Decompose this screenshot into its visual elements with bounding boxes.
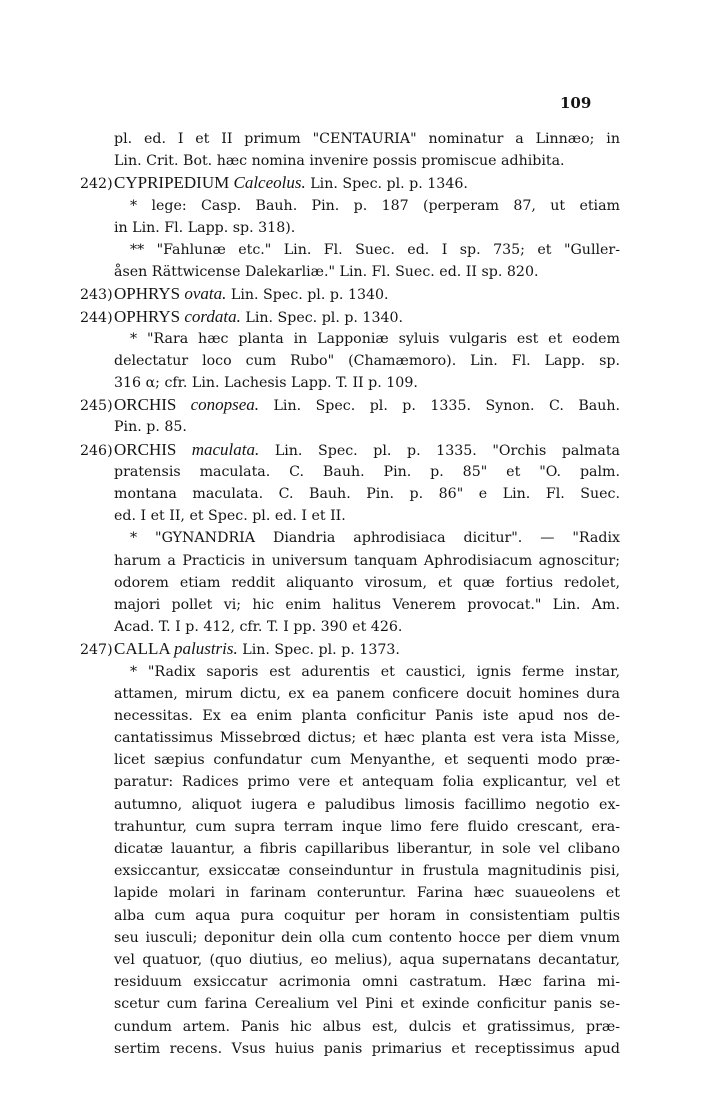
line-text: residuum exsiccatur acrimonia omni castratum. Hæc farina mi- <box>114 974 620 991</box>
text-line <box>114 372 620 394</box>
entry-heading-line <box>80 638 620 660</box>
line-text: harum a Practicis in universum tanquam Aphrodisiacum agnoscitur; <box>114 552 620 569</box>
line-text: * "Rara hæc planta in Lapponiæ syluis vulgaris est et eodem <box>130 330 620 347</box>
line-text: ** "Fahlunæ etc." Lin. Fl. Suec. ed. I sp. 735; et "Guller- <box>130 241 620 258</box>
text-line <box>114 416 620 438</box>
line-text: cundum artem. Panis hic albus est, dulcis et gratissimus, præ- <box>114 1018 620 1035</box>
species-name: conopsea. <box>190 395 260 415</box>
text-line <box>114 1016 620 1038</box>
entry-heading-line <box>80 172 620 194</box>
line-text: sertim recens. Vsus huius panis primarius et receptissimus apud <box>114 1040 620 1057</box>
text-line <box>114 705 620 727</box>
text-line <box>114 461 620 483</box>
text-line <box>114 860 620 882</box>
entry-number: 246) <box>80 442 113 459</box>
text-line <box>114 927 620 949</box>
genus-name: OPHRYS <box>114 284 185 304</box>
line-text: cantatissimus Missebrœd dictus; et hæc planta est vera ista Misse, <box>114 730 620 747</box>
text-line <box>114 505 620 527</box>
line-text: alba cum aqua pura coquitur per horam in consistentiam pultis <box>114 907 620 924</box>
line-text: majori pollet vi; hic enim halitus Venerem provocat." Lin. Am. <box>114 596 620 613</box>
line-text: necessitas. Ex ea enim planta conficitur Panis iste apud nos de- <box>114 707 620 724</box>
line-text: åsen Rättwicense Dalekarliæ." Lin. Fl. Suec. ed. II sp. 820. <box>114 264 539 281</box>
genus-name: CYPRIPEDIUM <box>114 173 234 193</box>
entry-heading-line <box>80 394 620 416</box>
citation: Lin. Spec. pl. p. 1335. Synon. C. Bauh. <box>259 398 620 415</box>
genus-name: OPHRYS <box>114 306 185 326</box>
entry-number: 247) <box>80 642 113 659</box>
line-text: lapide molari in farinam conteruntur. Farina hæc suaueolens et <box>114 885 620 902</box>
body-text <box>80 128 620 1060</box>
text-line <box>130 527 620 549</box>
citation: Lin. Spec. pl. p. 1335. "Orchis palmata <box>259 442 620 459</box>
line-text: trahuntur, cum supra terram inque limo fere fluido crescant, era- <box>114 818 620 835</box>
species-name: ovata. <box>184 284 227 304</box>
line-text: 316 α; cfr. Lin. Lachesis Lapp. T. II p. 109. <box>114 375 418 392</box>
text-line <box>130 328 620 350</box>
line-text: Pin. p. 85. <box>114 419 187 436</box>
entry-heading-line <box>80 439 620 461</box>
genus-name: CALLA <box>114 639 174 659</box>
text-line <box>114 550 620 572</box>
line-text: paratur: Radices primo vere et antequam folia explicantur, vel et <box>114 774 620 791</box>
line-text: * "GYNANDRIA Diandria aphrodisiaca dicitur". — "Radix <box>130 530 620 547</box>
text-line <box>114 949 620 971</box>
text-line <box>130 195 620 217</box>
citation: Lin. Spec. pl. p. 1373. <box>237 642 400 659</box>
line-text: dicatæ lauantur, a fibris capillaribus liberantur, in sole vel clibano <box>114 841 620 857</box>
text-line <box>114 150 620 172</box>
text-line <box>114 128 620 150</box>
line-text: attamen, mirum dictu, ex ea panem conficere docuit homines dura <box>114 685 620 702</box>
text-line <box>114 217 620 239</box>
entry-number: 245) <box>80 398 113 415</box>
line-text: odorem etiam reddit aliquanto virosum, et quæ fortius redolet, <box>114 574 620 591</box>
line-text: autumno, aliquot iugera e paludibus limosis facillimo negotio ex- <box>114 796 620 813</box>
entry-number: 243) <box>80 287 113 304</box>
text-line <box>114 771 620 793</box>
line-text: in Lin. Fl. Lapp. sp. 318). <box>114 219 296 236</box>
line-text: delectatur loco cum Rubo" (Chamæmoro). Lin. Fl. Lapp. sp. <box>114 352 620 369</box>
text-line <box>114 727 620 749</box>
text-line <box>114 683 620 705</box>
line-text: pl. ed. I et II primum "CENTAURIA" nominatur a Linnæo; in <box>114 131 620 147</box>
text-line <box>114 971 620 993</box>
line-text: licet sæpius confundatur cum Menyanthe, et sequenti modo præ- <box>114 752 620 769</box>
species-name: maculata. <box>191 439 260 459</box>
species-name: palustris. <box>173 639 238 659</box>
text-line <box>114 882 620 904</box>
text-line <box>114 1038 620 1060</box>
text-line <box>114 794 620 816</box>
text-line <box>114 816 620 838</box>
citation: Lin. Spec. pl. p. 1340. <box>226 287 389 304</box>
entry-number: 244) <box>80 309 113 326</box>
line-text: seu iusculi; deponitur dein olla cum contento hocce per diem vnum <box>114 929 620 946</box>
entry-heading-line <box>80 283 620 305</box>
text-line <box>130 661 620 683</box>
text-line <box>114 749 620 771</box>
line-text: vel quatuor, (quo diutius, eo melius), aqua supernatans decantatur, <box>114 951 620 968</box>
text-line <box>114 993 620 1015</box>
text-line <box>114 483 620 505</box>
genus-name: ORCHIS <box>114 439 192 459</box>
line-text: ed. I et II, et Spec. pl. ed. I et II. <box>114 508 346 525</box>
line-text: * lege: Casp. Bauh. Pin. p. 187 (perperam 87, ut etiam <box>130 197 620 214</box>
text-line <box>114 594 620 616</box>
entry-heading-line <box>80 306 620 328</box>
text-line <box>114 261 620 283</box>
page-number: 109 <box>560 94 592 112</box>
text-line <box>130 239 620 261</box>
line-text: scetur cum farina Cerealium vel Pini et exinde conficitur panis se- <box>114 996 620 1013</box>
text-line <box>114 905 620 927</box>
entry-number: 242) <box>80 176 113 193</box>
citation: Lin. Spec. pl. p. 1340. <box>240 309 404 326</box>
citation: Lin. Spec. pl. p. 1346. <box>305 176 468 193</box>
text-line <box>114 616 620 638</box>
line-text: Acad. T. I p. 412, cfr. T. I pp. 390 et 426. <box>114 619 403 636</box>
line-text: pratensis maculata. C. Bauh. Pin. p. 85" et "O. palm. <box>114 463 620 480</box>
line-text: Lin. Crit. Bot. hæc nomina invenire possis promiscue adhibita. <box>114 153 565 170</box>
species-name: cordata. <box>184 306 241 326</box>
text-line <box>114 572 620 594</box>
line-text: exsiccantur, exsiccatæ conseinduntur in frustula magnitudinis pisi, <box>114 863 620 880</box>
text-line <box>114 350 620 372</box>
line-text: montana maculata. C. Bauh. Pin. p. 86" e Lin. Fl. Suec. <box>114 486 620 502</box>
genus-name: ORCHIS <box>114 395 191 415</box>
line-text: * "Radix saporis est adurentis et caustici, ignis ferme instar, <box>130 663 620 680</box>
text-line <box>114 838 620 860</box>
species-name: Calceolus. <box>233 173 306 193</box>
